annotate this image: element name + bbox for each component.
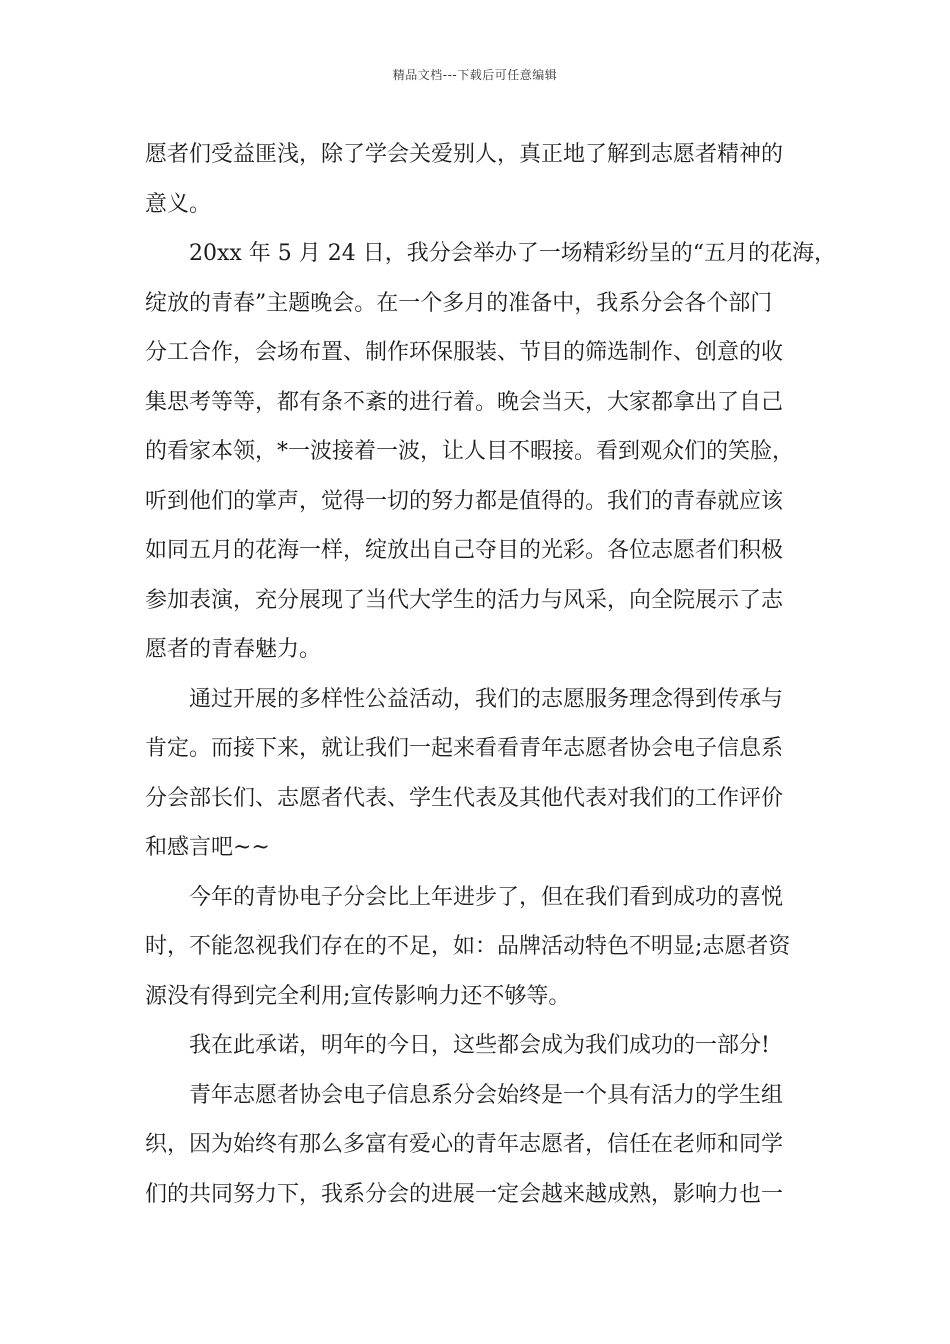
page-header: 精品文档---下载后可任意编辑: [392, 68, 558, 82]
text-line: 20xx 年 5 月 24 日，我分会举办了一场精彩纷呈的“五月的花海，: [189, 241, 837, 266]
document-body: [145, 130, 837, 1219]
text-line: 如同五月的花海一样，绽放出自己夺目的光彩。各位志愿者们积极: [145, 538, 784, 563]
text-line: 分会部长们、志愿者代表、学生代表及其他代表对我们的工作评价: [145, 785, 784, 811]
text-line: 和感言吧~~: [145, 835, 270, 860]
text-line: 青年志愿者协会电子信息系分会始终是一个具有活力的学生组: [189, 1082, 784, 1108]
text-line: 今年的青协电子分会比上年进步了，但在我们看到成功的喜悦: [189, 884, 784, 910]
text-line: 听到他们的掌声，觉得一切的努力都是值得的。我们的青春就应该: [145, 488, 784, 514]
text-line: 愿者们受益匪浅，除了学会关爱别人，真正地了解到志愿者精神的: [145, 142, 784, 167]
text-line: 时，不能忽视我们存在的不足，如：品牌活动特色不明显;志愿者资: [145, 934, 791, 959]
text-line: 源没有得到完全利用;宣传影响力还不够等。: [145, 983, 571, 1009]
text-line: 织，因为始终有那么多富有爱心的青年志愿者，信任在老师和同学: [145, 1132, 784, 1157]
text-line: 通过开展的多样性公益活动，我们的志愿服务理念得到传承与: [189, 686, 784, 712]
text-line: 肯定。而接下来，就让我们一起来看看青年志愿者协会电子信息系: [145, 736, 784, 761]
text-line: 们的共同努力下，我系分会的进展一定会越来越成熟，影响力也一: [145, 1181, 784, 1207]
text-line: 我在此承诺，明年的今日，这些都会成为我们成功的一部分!: [189, 1033, 770, 1058]
text-line: 愿者的青春魅力。: [145, 637, 322, 662]
text-line: 分工合作，会场布置、制作环保服装、节目的筛选制作、创意的收: [145, 340, 784, 365]
text-line: 绽放的青春”主题晚会。在一个多月的准备中，我系分会各个部门: [145, 290, 773, 316]
text-line: 参加表演，充分展现了当代大学生的活力与风采，向全院展示了志: [145, 587, 784, 613]
text-line: 集思考等等，都有条不紊的进行着。晚会当天，大家都拿出了自己: [145, 389, 784, 415]
text-line: 的看家本领，*一波接着一波，让人目不暇接。看到观众们的笑脸，: [145, 439, 795, 464]
text-line: 意义。: [145, 191, 212, 217]
